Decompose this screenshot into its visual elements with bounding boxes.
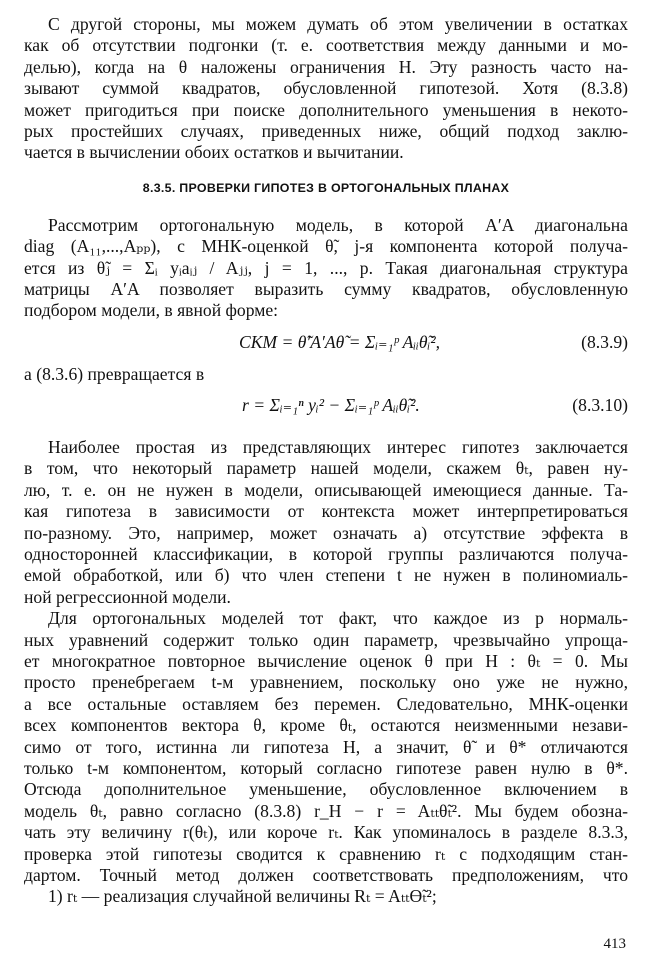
text-line: дартом. Точный метод должен соответствовать предположениям, что (24, 864, 628, 885)
paragraph-orthogonal-model (24, 215, 628, 322)
equation-number: (8.3.10) (572, 395, 628, 416)
equation-8-3-9 (24, 322, 628, 364)
text-line: Отсюда дополнительное уменьшение, обусловленное включением в (24, 779, 628, 800)
text-line: а все остальные оставляем без перемен. Следовательно, МНК-оценки (24, 693, 628, 714)
text-line: емой обработкой, или б) что член степени t не нужен в полиномиаль- (24, 565, 628, 586)
text-line: чать эту величину r(θₜ), или короче rₜ. Как упоминалось в разделе 8.3.3, (24, 822, 628, 843)
text-line: Наиболее простая из представляющих интерес гипотез заключается (48, 437, 628, 458)
text-line: С другой стороны, мы можем думать об этом увеличении в остатках (48, 14, 628, 34)
text-line: матрицы A′A позволяет выразить сумму квадратов, обусловленную (24, 278, 628, 299)
text-line: diag (A₁₁,...,Aₚₚ), с МНК-оценкой θ̃, j-я компонента которой получа- (24, 236, 628, 257)
text-line: ной регрессионной модели. (24, 586, 231, 607)
text-line: чается в вычислении обоих остатков и вычитании. (24, 142, 404, 163)
text-line: может пригодиться при поиске дополнительного уменьшения в некото- (24, 99, 628, 120)
text-line: а (8.3.6) превращается в (24, 363, 205, 384)
text-line: односторонней классификации, в которой группы различаются получа- (24, 544, 628, 565)
text-line: по-разному. Это, например, может означать а) отсутствие эффекта в (24, 522, 628, 543)
text-line: рых простейших случаях, приведенных ниже, общий подход заклю- (24, 120, 628, 141)
equation-expression: СКМ = θ̃′A′Aθ̃ = Σᵢ₌₁ᵖ Aᵢᵢθ̃ᵢ², (239, 331, 440, 352)
text-line: всех компонентов вектора θ, кроме θₜ, остаются неизменными незави- (24, 715, 628, 736)
text-line: в том, что некоторый параметр нашей модели, скажем θₜ, равен ну- (24, 458, 628, 479)
page-body (24, 14, 628, 908)
text-line: Рассмотрим ортогональную модель, в которой A′A диагональна (48, 214, 628, 235)
text-line: просто пренебрегаем t-м уравнением, поскольку оно уже не нужно, (24, 672, 628, 693)
equation-8-3-10 (24, 385, 628, 427)
paragraph-orthogonal-estimates (24, 608, 628, 907)
text-line: модель θₜ, равно согласно (8.3.8) r_H − r = Aₜₜθ̃ₜ². Мы будем обозна- (24, 800, 628, 821)
text-line: зывают суммой квадратов, обусловленной гипотезой. Хотя (8.3.8) (24, 78, 628, 99)
paragraph-simple-hypothesis (24, 437, 628, 608)
text-line: делью), когда на θ наложены ограничения H. Эту разность часто на- (24, 56, 628, 77)
text-line: ных уравнений содержит только один параметр, чрезвычайно упроща- (24, 629, 628, 650)
text-line: ет многократное повторное вычисление оценок θ при H : θₜ = 0. Мы (24, 650, 628, 671)
text-line: 1) rₜ — реализация случайной величины Rₜ = Aₜₜϴ̃ₜ²; (48, 886, 437, 907)
equation-expression: r = Σᵢ₌₁ⁿ yᵢ² − Σᵢ₌₁ᵖ Aᵢᵢθ̃ᵢ². (242, 395, 420, 416)
section-heading: 8.3.5. ПРОВЕРКИ ГИПОТЕЗ В ОРТОГОНАЛЬНЫХ ПЛАНАХ (142, 180, 510, 195)
text-line: Для ортогональных моделей тот факт, что каждое из p нормаль- (48, 608, 628, 629)
text-line: симо от того, истинна ли гипотеза H, а значит, θ̃ и θ* отличаются (24, 736, 628, 757)
text-line: проверка этой гипотезы сводится к сравнению rₜ с подходящим стан- (24, 843, 628, 864)
text-line: кая гипотеза в зависимости от контекста может интерпретироваться (24, 501, 628, 522)
text-line: только t-м компонентом, который согласно гипотезе равен нулю в θ*. (24, 757, 628, 778)
text-line: лю, т. е. он не нужен в модели, описывающей имеющиеся данные. Та- (24, 479, 628, 500)
intro-paragraph (24, 14, 628, 164)
text-line: подбором модели, в явной форме: (24, 300, 279, 321)
equation-number: (8.3.9) (581, 331, 628, 352)
text-line: как об отсутствии подгонки (т. е. соответствия между данными и мо- (24, 35, 628, 56)
text-line: ется из θ̃ⱼ = Σᵢ yᵢaᵢⱼ / Aⱼⱼ, j = 1, ..., p. Такая диагональная структура (24, 257, 628, 278)
page-number: 413 (603, 936, 626, 952)
